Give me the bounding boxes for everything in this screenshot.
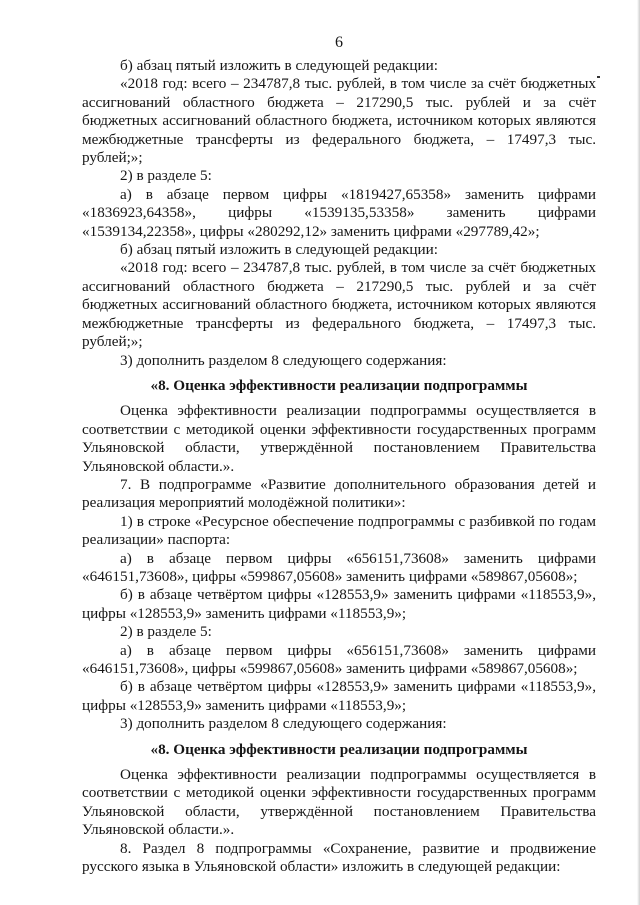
document-page bbox=[82, 33, 596, 876]
paragraph: 2) в разделе 5: bbox=[120, 167, 212, 185]
paragraph: 1) в строке «Ресурсное обеспечение подпрограммы с разбивкой по годам реализации» паспорта: bbox=[82, 512, 596, 549]
paragraph: 8. Раздел 8 подпрограммы «Сохранение, развитие и продвижение русского языка в Ульяновской области» изложить в следующей редакции: bbox=[82, 839, 596, 876]
paragraph: а) в абзаце первом цифры «656151,73608» заменить цифрами «646151,73608», цифры «599867,05608» заменить цифрами «589867,05608»; bbox=[82, 549, 596, 585]
paragraph: «2018 год: всего – 234787,8 тыс. рублей, в том числе за счёт бюджетных ассигнований областного бюджета – 217290,5 тыс. рублей и за счёт бюджетных ассигнований областного бюджета, источником которых являются межбюджетные трансферты из федерального бюджета, – 17497,3 тыс. рублей;»; bbox=[82, 75, 596, 167]
section-heading: «8. Оценка эффективности реализации подпрограммы bbox=[150, 740, 528, 758]
paragraph: 3) дополнить разделом 8 следующего содержания: bbox=[120, 351, 447, 369]
paragraph: б) в абзаце четвёртом цифры «128553,9» заменить цифрами «118553,9», цифры «128553,9» заменить цифрами «118553,9»; bbox=[82, 678, 596, 714]
section-heading: «8. Оценка эффективности реализации подпрограммы bbox=[150, 376, 528, 394]
paragraph: 2) в разделе 5: bbox=[120, 623, 212, 641]
paragraph: а) в абзаце первом цифры «1819427,65358» заменить цифрами «1836923,64358», цифры «1539135,53358» заменить цифрами «1539134,22358», цифры «280292,12» заменить цифрами «297789,42»; bbox=[82, 185, 596, 240]
scan-speck bbox=[597, 76, 600, 78]
paragraph: б) абзац пятый изложить в следующей редакции: bbox=[120, 241, 438, 259]
page-number: 6 bbox=[335, 34, 343, 51]
paragraph: а) в абзаце первом цифры «656151,73608» заменить цифрами «646151,73608», цифры «599867,05608» заменить цифрами «589867,05608»; bbox=[82, 641, 596, 677]
paragraph: «2018 год: всего – 234787,8 тыс. рублей, в том числе за счёт бюджетных ассигнований областного бюджета – 217290,5 тыс. рублей и за счёт бюджетных ассигнований областного бюджета, источником которых являются межбюджетные трансферты из федерального бюджета, – 17497,3 тыс. рублей;»; bbox=[82, 259, 596, 351]
paragraph: б) абзац пятый изложить в следующей редакции: bbox=[120, 57, 438, 74]
paragraph: 7. В подпрограмме «Развитие дополнительного образования детей и реализация мероприятий молодёжной политики»: bbox=[82, 475, 596, 512]
paragraph: Оценка эффективности реализации подпрограммы осуществляется в соответствии с методикой оценки эффективности государственных программ Ульяновской области, утверждённой постановлением Правительства Ульяновской области.». bbox=[82, 402, 596, 475]
paragraph: б) в абзаце четвёртом цифры «128553,9» заменить цифрами «118553,9», цифры «128553,9» заменить цифрами «118553,9»; bbox=[82, 586, 596, 622]
paragraph: Оценка эффективности реализации подпрограммы осуществляется в соответствии с методикой оценки эффективности государственных программ Ульяновской области, утверждённой постановлением Правительства Ульяновской области.». bbox=[82, 766, 596, 839]
paragraph: 3) дополнить разделом 8 следующего содержания: bbox=[120, 715, 447, 733]
